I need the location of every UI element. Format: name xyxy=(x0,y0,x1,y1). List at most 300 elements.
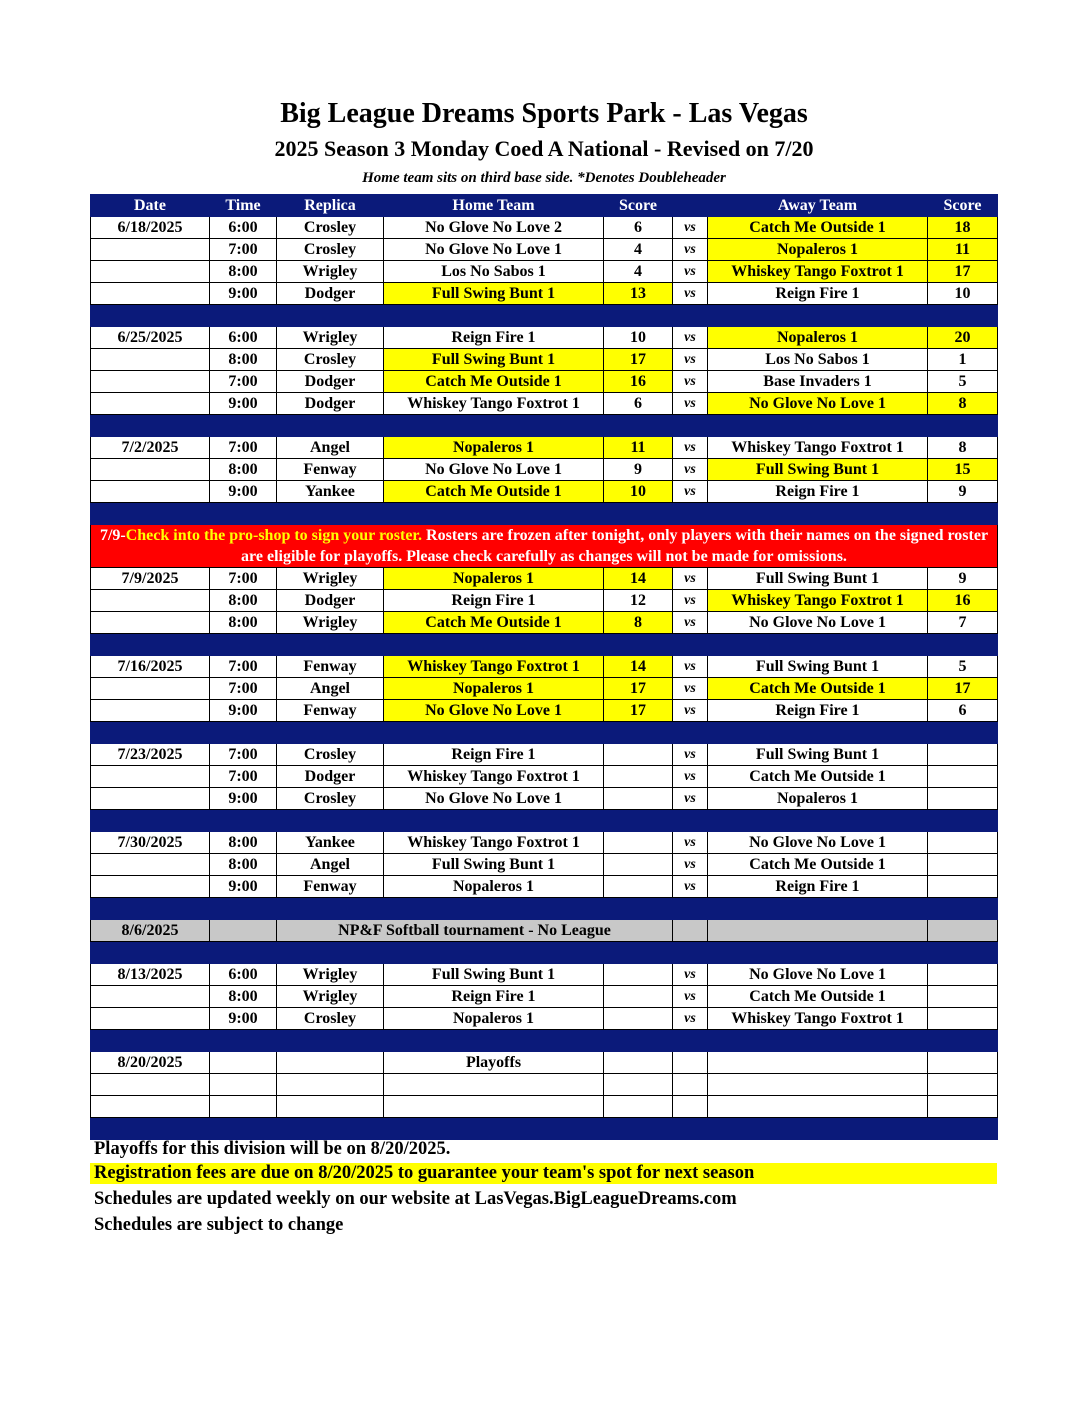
separator-cell xyxy=(928,810,998,832)
home-team: No Glove No Love 1 xyxy=(384,239,604,261)
away-score: 9 xyxy=(928,481,998,503)
separator-cell xyxy=(210,722,277,744)
home-score: 14 xyxy=(604,568,673,590)
away-score xyxy=(928,964,998,986)
game-field: Angel xyxy=(277,678,384,700)
game-time: 9:00 xyxy=(210,393,277,415)
game-date xyxy=(91,349,210,371)
game-row xyxy=(91,590,998,612)
week-separator-row xyxy=(91,503,998,525)
away-score: 5 xyxy=(928,656,998,678)
away-score xyxy=(928,1096,998,1118)
separator-cell xyxy=(928,1118,998,1140)
separator-cell xyxy=(384,1118,604,1140)
home-score: 6 xyxy=(604,217,673,239)
separator-cell xyxy=(384,942,604,964)
separator-cell xyxy=(928,1030,998,1052)
away-team: Reign Fire 1 xyxy=(708,283,928,305)
game-date xyxy=(91,612,210,634)
game-time: 8:00 xyxy=(210,261,277,283)
away-team xyxy=(708,1052,928,1074)
separator-cell xyxy=(277,810,384,832)
game-time xyxy=(210,1074,277,1096)
game-field: Fenway xyxy=(277,656,384,678)
separator-cell xyxy=(277,415,384,437)
week-separator-row xyxy=(91,898,998,920)
home-score xyxy=(604,1074,673,1096)
home-score xyxy=(604,964,673,986)
game-date xyxy=(91,481,210,503)
game-date xyxy=(91,590,210,612)
away-score: 8 xyxy=(928,437,998,459)
game-field: Crosley xyxy=(277,239,384,261)
notice-date: 7/9- xyxy=(99,527,126,544)
separator-cell xyxy=(708,942,928,964)
separator-cell xyxy=(210,1118,277,1140)
separator-cell xyxy=(384,898,604,920)
separator-cell xyxy=(384,305,604,327)
no-league-row xyxy=(91,920,998,942)
separator-cell xyxy=(928,415,998,437)
away-team: Whiskey Tango Foxtrot 1 xyxy=(708,1008,928,1030)
separator-cell xyxy=(210,634,277,656)
game-date: 7/23/2025 xyxy=(91,744,210,766)
game-row xyxy=(91,459,998,481)
away-score: 7 xyxy=(928,612,998,634)
home-team: Whiskey Tango Foxtrot 1 xyxy=(384,656,604,678)
game-date: 7/16/2025 xyxy=(91,656,210,678)
home-score: 6 xyxy=(604,393,673,415)
separator-cell xyxy=(91,898,210,920)
table-row xyxy=(91,1096,998,1118)
game-row xyxy=(91,744,998,766)
col-header-vs xyxy=(673,195,708,217)
away-team: Los No Sabos 1 xyxy=(708,349,928,371)
game-row xyxy=(91,393,998,415)
game-row xyxy=(91,854,998,876)
week-separator-row xyxy=(91,1030,998,1052)
game-time: 7:00 xyxy=(210,678,277,700)
separator-cell xyxy=(673,722,708,744)
game-field: Crosley xyxy=(277,788,384,810)
away-score: 17 xyxy=(928,261,998,283)
away-team: Nopaleros 1 xyxy=(708,239,928,261)
table-row xyxy=(91,1074,998,1096)
away-team: No Glove No Love 1 xyxy=(708,612,928,634)
away-score: 1 xyxy=(928,349,998,371)
away-team: Full Swing Bunt 1 xyxy=(708,568,928,590)
game-time: 9:00 xyxy=(210,788,277,810)
home-score: 10 xyxy=(604,327,673,349)
week-separator-row xyxy=(91,810,998,832)
away-score xyxy=(928,766,998,788)
game-date xyxy=(91,261,210,283)
vs-label: vs xyxy=(673,832,708,854)
page-title: Big League Dreams Sports Park - Las Vegas xyxy=(280,98,808,129)
week-separator-row xyxy=(91,722,998,744)
vs-label: vs xyxy=(673,327,708,349)
game-time: 7:00 xyxy=(210,766,277,788)
game-date xyxy=(91,876,210,898)
separator-cell xyxy=(91,810,210,832)
away-team: Whiskey Tango Foxtrot 1 xyxy=(708,590,928,612)
game-row xyxy=(91,612,998,634)
game-date xyxy=(91,1074,210,1096)
home-score: 14 xyxy=(604,656,673,678)
away-team: Base Invaders 1 xyxy=(708,371,928,393)
week-separator-row xyxy=(91,942,998,964)
away-score: 8 xyxy=(928,393,998,415)
away-score xyxy=(928,832,998,854)
away-team: No Glove No Love 1 xyxy=(708,964,928,986)
game-time: 9:00 xyxy=(210,481,277,503)
home-team: Catch Me Outside 1 xyxy=(384,612,604,634)
game-field: Fenway xyxy=(277,700,384,722)
game-row xyxy=(91,481,998,503)
away-team: Catch Me Outside 1 xyxy=(708,678,928,700)
separator-cell xyxy=(673,898,708,920)
game-time: 7:00 xyxy=(210,656,277,678)
game-field: Crosley xyxy=(277,744,384,766)
separator-cell xyxy=(604,810,673,832)
vs-label: vs xyxy=(673,239,708,261)
separator-cell xyxy=(673,634,708,656)
away-score xyxy=(928,744,998,766)
home-score: 12 xyxy=(604,590,673,612)
game-time: 9:00 xyxy=(210,700,277,722)
away-team: Catch Me Outside 1 xyxy=(708,217,928,239)
separator-cell xyxy=(673,810,708,832)
away-team xyxy=(708,1096,928,1118)
game-field: Wrigley xyxy=(277,964,384,986)
away-score xyxy=(928,1052,998,1074)
separator-cell xyxy=(708,898,928,920)
separator-cell xyxy=(384,415,604,437)
game-field: Angel xyxy=(277,854,384,876)
home-team: Full Swing Bunt 1 xyxy=(384,349,604,371)
game-date: 6/25/2025 xyxy=(91,327,210,349)
game-field: Wrigley xyxy=(277,261,384,283)
away-team: Nopaleros 1 xyxy=(708,327,928,349)
separator-cell xyxy=(928,898,998,920)
separator-cell xyxy=(708,1118,928,1140)
game-row xyxy=(91,437,998,459)
game-row xyxy=(91,568,998,590)
vs-label: vs xyxy=(673,854,708,876)
separator-cell xyxy=(673,1118,708,1140)
game-date: 8/20/2025 xyxy=(91,1052,210,1074)
game-field: Yankee xyxy=(277,481,384,503)
away-score xyxy=(928,986,998,1008)
game-date xyxy=(91,986,210,1008)
separator-cell xyxy=(384,1030,604,1052)
separator-cell xyxy=(604,722,673,744)
away-score xyxy=(928,788,998,810)
home-team: Nopaleros 1 xyxy=(384,568,604,590)
separator-cell xyxy=(673,1030,708,1052)
game-time: 9:00 xyxy=(210,283,277,305)
game-time: 8:00 xyxy=(210,832,277,854)
separator-cell xyxy=(708,1030,928,1052)
away-team: Whiskey Tango Foxtrot 1 xyxy=(708,437,928,459)
game-field: Dodger xyxy=(277,371,384,393)
home-score xyxy=(604,832,673,854)
game-time xyxy=(210,920,277,942)
game-field: Dodger xyxy=(277,766,384,788)
home-team: Reign Fire 1 xyxy=(384,590,604,612)
footer-website-note: Schedules are updated weekly on our website at LasVegas.BigLeagueDreams.com xyxy=(94,1189,737,1209)
home-team: Catch Me Outside 1 xyxy=(384,481,604,503)
away-score xyxy=(928,1074,998,1096)
game-field: Fenway xyxy=(277,876,384,898)
game-date xyxy=(91,459,210,481)
game-field: Wrigley xyxy=(277,327,384,349)
home-score xyxy=(604,876,673,898)
game-time: 8:00 xyxy=(210,459,277,481)
separator-cell xyxy=(928,634,998,656)
away-score: 10 xyxy=(928,283,998,305)
separator-cell xyxy=(210,415,277,437)
home-score: 4 xyxy=(604,239,673,261)
separator-cell xyxy=(708,503,928,525)
footer-registration-note: Registration fees are due on 8/20/2025 to guarantee your team's spot for next season xyxy=(90,1163,997,1184)
game-field: Wrigley xyxy=(277,568,384,590)
game-field: Angel xyxy=(277,437,384,459)
game-field: Dodger xyxy=(277,393,384,415)
separator-cell xyxy=(91,942,210,964)
separator-cell xyxy=(673,305,708,327)
home-team: Nopaleros 1 xyxy=(384,437,604,459)
vs-label: vs xyxy=(673,459,708,481)
game-time: 8:00 xyxy=(210,349,277,371)
separator-cell xyxy=(277,634,384,656)
home-score: 11 xyxy=(604,437,673,459)
away-score: 18 xyxy=(928,217,998,239)
vs-label: vs xyxy=(673,568,708,590)
game-time: 6:00 xyxy=(210,964,277,986)
away-team xyxy=(708,920,928,942)
home-team: Catch Me Outside 1 xyxy=(384,371,604,393)
col-header-replica: Replica xyxy=(277,195,384,217)
home-team: Nopaleros 1 xyxy=(384,1008,604,1030)
game-time: 9:00 xyxy=(210,876,277,898)
game-field xyxy=(277,1096,384,1118)
week-separator-row xyxy=(91,305,998,327)
separator-cell xyxy=(210,305,277,327)
col-header-home-team: Home Team xyxy=(384,195,604,217)
game-time xyxy=(210,1096,277,1118)
away-score: 16 xyxy=(928,590,998,612)
away-score xyxy=(928,854,998,876)
home-score: 17 xyxy=(604,678,673,700)
home-team: Reign Fire 1 xyxy=(384,986,604,1008)
home-team: Reign Fire 1 xyxy=(384,744,604,766)
separator-cell xyxy=(91,305,210,327)
home-score xyxy=(604,766,673,788)
week-separator-row xyxy=(91,415,998,437)
away-team: Full Swing Bunt 1 xyxy=(708,656,928,678)
separator-cell xyxy=(708,415,928,437)
home-score xyxy=(604,854,673,876)
table-header-row xyxy=(91,195,998,217)
away-score: 5 xyxy=(928,371,998,393)
home-team: Whiskey Tango Foxtrot 1 xyxy=(384,393,604,415)
home-score xyxy=(604,1008,673,1030)
game-time: 6:00 xyxy=(210,327,277,349)
game-date: 6/18/2025 xyxy=(91,217,210,239)
schedule-body xyxy=(91,217,998,1140)
vs-cell xyxy=(673,1052,708,1074)
game-date xyxy=(91,678,210,700)
week-separator-row xyxy=(91,634,998,656)
away-team: Catch Me Outside 1 xyxy=(708,766,928,788)
separator-cell xyxy=(928,305,998,327)
away-score: 20 xyxy=(928,327,998,349)
home-score xyxy=(604,986,673,1008)
game-date: 7/2/2025 xyxy=(91,437,210,459)
separator-cell xyxy=(91,722,210,744)
game-date: 8/6/2025 xyxy=(91,920,210,942)
game-date xyxy=(91,1096,210,1118)
game-field: Crosley xyxy=(277,349,384,371)
separator-cell xyxy=(384,722,604,744)
col-header-away-team: Away Team xyxy=(708,195,928,217)
game-field xyxy=(277,1052,384,1074)
away-team: Reign Fire 1 xyxy=(708,700,928,722)
home-team: Full Swing Bunt 1 xyxy=(384,854,604,876)
home-score xyxy=(604,788,673,810)
vs-label: vs xyxy=(673,612,708,634)
game-row xyxy=(91,766,998,788)
separator-cell xyxy=(384,810,604,832)
game-time: 7:00 xyxy=(210,744,277,766)
separator-cell xyxy=(210,810,277,832)
separator-cell xyxy=(928,722,998,744)
separator-cell xyxy=(210,503,277,525)
separator-cell xyxy=(604,634,673,656)
game-date xyxy=(91,371,210,393)
away-score xyxy=(928,920,998,942)
game-date xyxy=(91,766,210,788)
separator-cell xyxy=(277,503,384,525)
away-team: No Glove No Love 1 xyxy=(708,393,928,415)
separator-cell xyxy=(604,942,673,964)
separator-cell xyxy=(604,415,673,437)
game-row xyxy=(91,283,998,305)
no-league-message: NP&F Softball tournament - No League xyxy=(277,920,673,942)
footer-playoffs-note: Playoffs for this division will be on 8/20/2025. xyxy=(94,1139,451,1159)
col-header-away-score: Score xyxy=(928,195,998,217)
separator-cell xyxy=(708,634,928,656)
home-team: Los No Sabos 1 xyxy=(384,261,604,283)
separator-cell xyxy=(604,1030,673,1052)
home-team: Whiskey Tango Foxtrot 1 xyxy=(384,766,604,788)
roster-notice-row xyxy=(91,525,998,568)
game-field: Yankee xyxy=(277,832,384,854)
separator-cell xyxy=(673,415,708,437)
vs-label: vs xyxy=(673,678,708,700)
separator-cell xyxy=(604,1118,673,1140)
game-field: Fenway xyxy=(277,459,384,481)
vs-label: vs xyxy=(673,986,708,1008)
home-score: 17 xyxy=(604,349,673,371)
game-row xyxy=(91,986,998,1008)
separator-cell xyxy=(210,942,277,964)
separator-cell xyxy=(673,503,708,525)
game-time: 9:00 xyxy=(210,1008,277,1030)
game-row xyxy=(91,327,998,349)
away-team: Nopaleros 1 xyxy=(708,788,928,810)
game-row xyxy=(91,876,998,898)
game-date: 7/30/2025 xyxy=(91,832,210,854)
home-score: 9 xyxy=(604,459,673,481)
game-date xyxy=(91,283,210,305)
game-date: 8/13/2025 xyxy=(91,964,210,986)
separator-cell xyxy=(604,305,673,327)
separator-cell xyxy=(928,942,998,964)
vs-label: vs xyxy=(673,964,708,986)
home-score: 17 xyxy=(604,700,673,722)
away-score: 15 xyxy=(928,459,998,481)
game-date xyxy=(91,788,210,810)
vs-label: vs xyxy=(673,590,708,612)
game-time xyxy=(210,1052,277,1074)
separator-cell xyxy=(277,1118,384,1140)
away-team: Full Swing Bunt 1 xyxy=(708,459,928,481)
game-row xyxy=(91,217,998,239)
away-team: Whiskey Tango Foxtrot 1 xyxy=(708,261,928,283)
game-row xyxy=(91,371,998,393)
game-field: Wrigley xyxy=(277,612,384,634)
separator-cell xyxy=(277,305,384,327)
separator-cell xyxy=(91,634,210,656)
away-score: 6 xyxy=(928,700,998,722)
away-team: Reign Fire 1 xyxy=(708,876,928,898)
vs-label: vs xyxy=(673,788,708,810)
notice-highlight: Check into the pro-shop to sign your roster. xyxy=(125,527,423,544)
vs-cell xyxy=(673,1074,708,1096)
game-date xyxy=(91,700,210,722)
col-header-date: Date xyxy=(91,195,210,217)
home-team: Reign Fire 1 xyxy=(384,327,604,349)
vs-label: vs xyxy=(673,481,708,503)
home-team: No Glove No Love 1 xyxy=(384,700,604,722)
game-row xyxy=(91,239,998,261)
game-row xyxy=(91,1008,998,1030)
game-time: 7:00 xyxy=(210,568,277,590)
game-field: Crosley xyxy=(277,217,384,239)
notice-text: Rosters are frozen after tonight, only players with their names on the signed roster are eligible for playoffs. Please check carefully as changes will not be made for omissions. xyxy=(241,527,989,565)
vs-label: vs xyxy=(673,217,708,239)
vs-label: vs xyxy=(673,283,708,305)
separator-cell xyxy=(708,810,928,832)
away-score: 11 xyxy=(928,239,998,261)
week-separator-row xyxy=(91,1118,998,1140)
game-time: 8:00 xyxy=(210,986,277,1008)
separator-cell xyxy=(277,942,384,964)
vs-label: vs xyxy=(673,261,708,283)
separator-cell xyxy=(384,634,604,656)
game-field: Crosley xyxy=(277,1008,384,1030)
home-score: 8 xyxy=(604,612,673,634)
separator-cell xyxy=(277,898,384,920)
vs-label: vs xyxy=(673,876,708,898)
away-score xyxy=(928,876,998,898)
home-score: 10 xyxy=(604,481,673,503)
away-team: Reign Fire 1 xyxy=(708,481,928,503)
game-row xyxy=(91,700,998,722)
vs-cell xyxy=(673,920,708,942)
